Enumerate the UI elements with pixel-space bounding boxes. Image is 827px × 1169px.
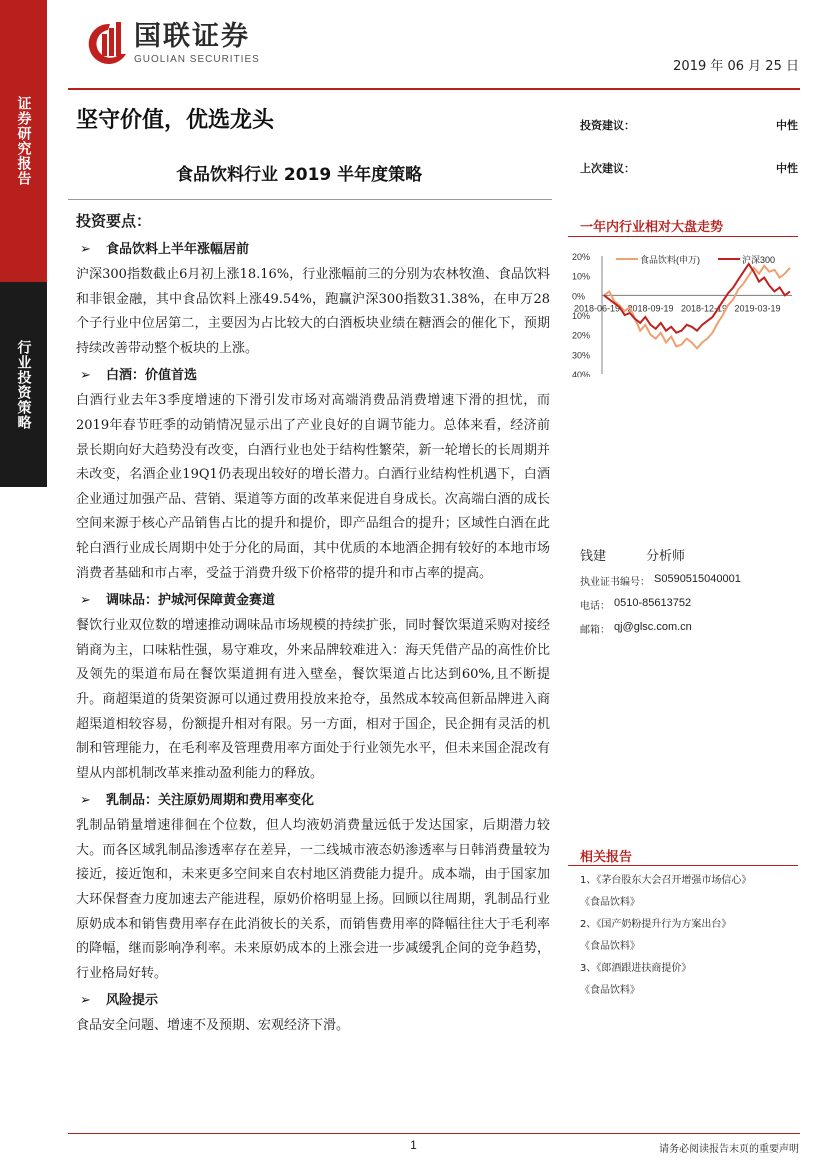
title-divider bbox=[68, 199, 552, 200]
report-subtitle: 食品饮料行业 2019 半年度策略 bbox=[176, 165, 423, 185]
related-report-title[interactable]: 3、《郎酒跟进扶商提价》 bbox=[580, 963, 692, 974]
related-report-title[interactable]: 2、《国产奶粉提升行为方案出台》 bbox=[580, 919, 732, 930]
report-date: 2019 年 06 月 25 日 bbox=[673, 59, 799, 74]
rating-previous-value: 中性 bbox=[776, 162, 798, 175]
section-title: 调味品：护城河保障黄金赛道 bbox=[106, 593, 276, 609]
email-address[interactable]: qj@glsc.com.cn bbox=[614, 621, 692, 633]
section-paragraph: 餐饮行业双位数的增速推动调味品市场规模的持续扩张，同时餐饮渠道采购对接经销商为主，口味粘性强，易守难攻，外来品牌较难进入：海天凭借产品的高性价比及领先的渠道布局在餐饮渠道拥有进入壁垒，餐饮渠道占比达到60%,且不断提升。商超渠道的货架资源可以通过费用投放来抢夺，虽然成本较高但新品牌进入商超渠道相较容易，份额提升相对有限。另一方面，相对于国企，民企拥有灵活的机制和管理能力，在毛利率及管理费用率方面处于行业领先水平，但未来国企混改有望从内部机制改革来推动盈利能力的释放。 bbox=[76, 618, 550, 781]
header-divider bbox=[68, 88, 800, 90]
chart-heading: 一年内行业相对大盘走势 bbox=[580, 220, 724, 235]
rating-current-value: 中性 bbox=[776, 119, 798, 132]
section-paragraph: 乳制品销量增速徘徊在个位数，但人均液奶消费量远低于发达国家，后期潜力较大。而各区域乳制品渗透率存在差异，一二线城市液态奶渗透率与日韩消费量较为接近，接近饱和，未来更多空间来自农村地区消费能力提升。成本端，由于国家加大环保督查力度加速去产能进程，原奶价格明显上扬。回顾以往周期，乳制品行业原奶成本和销售费用率存在此消彼长的关系，而销售费用率的降幅往往大于毛利率的降幅，继而影响净利率。未来原奶成本的上涨会进一步减缓乳企间的竞争趋势，行业格局好转。 bbox=[76, 818, 550, 981]
phone-number: 0510-85613752 bbox=[614, 597, 692, 609]
company-logo bbox=[82, 18, 260, 68]
license-label: 执业证书编号： bbox=[580, 577, 650, 588]
section-title: 乳制品：关注原奶周期和费用率变化 bbox=[106, 793, 315, 809]
chart-heading-rule bbox=[568, 236, 798, 237]
bullet-arrow-icon: ➢ bbox=[80, 793, 91, 809]
footer-divider bbox=[68, 1133, 800, 1134]
email-label: 邮箱： bbox=[580, 625, 610, 636]
logo-en-text: GUOLIAN SECURITIES bbox=[134, 53, 260, 65]
sidebar-tab-industry-strategy: 行业投资策略 bbox=[0, 282, 47, 487]
section-title: 风险提示 bbox=[106, 993, 159, 1009]
logo-emblem-icon bbox=[82, 18, 128, 68]
x-tick-label: 2018-06-19 bbox=[574, 303, 621, 314]
x-tick-label: 2019-03-19 bbox=[734, 303, 781, 314]
section-heading bbox=[76, 988, 550, 1014]
section-paragraph: 沪深300指数截止6月初上涨18.16%，行业涨幅前三的分别为农林牧渔、食品饮料和非银金融，其中食品饮料上涨49.54%，跑赢沪深300指数31.38%，在申万28个子行业中位居第二，主要因为占比较大的白酒板块业绩在糖酒会的催化下，预期持续改善带动整个板块的上涨。 bbox=[76, 267, 550, 356]
section-title: 食品饮料上半年涨幅居前 bbox=[106, 242, 250, 257]
legend-label: 沪深300 bbox=[742, 255, 776, 265]
related-heading: 相关报告 bbox=[580, 850, 633, 865]
x-tick-label: 2018-12-19 bbox=[681, 303, 728, 314]
y-tick-label: 30% bbox=[572, 350, 591, 361]
legend-label: 食品饮料(申万) bbox=[640, 255, 700, 265]
related-report-category: 《食品饮料》 bbox=[580, 941, 640, 952]
section-heading bbox=[76, 788, 550, 814]
section-title: 白酒：价值首选 bbox=[106, 368, 198, 384]
report-title: 坚守价值，优选龙头 bbox=[76, 108, 275, 133]
related-report-category: 《食品饮料》 bbox=[580, 897, 640, 908]
phone-label: 电话： bbox=[580, 601, 610, 612]
section-paragraph: 食品安全问题、增速不及预期、宏观经济下滑。 bbox=[76, 1018, 350, 1034]
section-heading bbox=[76, 237, 550, 263]
analyst-title: 分析师 bbox=[646, 549, 686, 564]
related-heading-rule bbox=[568, 865, 798, 866]
page-number: 1 bbox=[410, 1138, 417, 1152]
section-heading bbox=[76, 363, 550, 389]
rating-current-label: 投资建议： bbox=[580, 119, 635, 132]
investment-highlights bbox=[76, 210, 550, 1039]
y-tick-label: 40% bbox=[572, 370, 591, 377]
y-tick-label: 10% bbox=[572, 271, 591, 282]
related-report-title[interactable]: 1、《茅台股东大会召开增强市场信心》 bbox=[580, 875, 752, 886]
highlights-heading: 投资要点： bbox=[76, 212, 152, 230]
related-report-category: 《食品饮料》 bbox=[580, 985, 640, 996]
y-tick-label: 20% bbox=[572, 252, 591, 262]
bullet-arrow-icon: ➢ bbox=[80, 593, 91, 609]
related-reports-list bbox=[580, 870, 805, 1002]
bullet-arrow-icon: ➢ bbox=[80, 242, 91, 257]
bullet-arrow-icon: ➢ bbox=[80, 993, 91, 1009]
rating-current bbox=[580, 117, 798, 133]
rating-previous-label: 上次建议： bbox=[580, 162, 635, 175]
rating-previous bbox=[580, 160, 798, 176]
y-tick-label: 10% bbox=[572, 311, 591, 321]
logo-cn-text: 国联证券 bbox=[134, 20, 250, 52]
y-tick-label: 20% bbox=[572, 330, 591, 341]
license-number: S0590515040001 bbox=[654, 573, 741, 585]
section-heading bbox=[76, 588, 550, 614]
bullet-arrow-icon: ➢ bbox=[80, 368, 91, 384]
x-tick-label: 2018-09-19 bbox=[627, 303, 674, 314]
relative-performance-chart bbox=[568, 242, 798, 377]
analyst-info bbox=[580, 545, 800, 636]
sidebar-tab-research-report: 证券研究报告 bbox=[0, 0, 47, 282]
series-line bbox=[604, 264, 790, 333]
analyst-name: 钱建 bbox=[580, 549, 607, 564]
y-tick-label: 0% bbox=[572, 291, 586, 302]
section-paragraph: 白酒行业去年3季度增速的下滑引发市场对高端消费品消费增速下滑的担忧，而2019年春节旺季的动销情况显示出了产业良好的自调节能力。总体来看，经济前景长期向好大趋势没有改变，白酒行业也处于结构性繁荣，新一轮增长的长周期并未改变，名酒企业19Q1仍表现出较好的增长潜力。白酒行业结构性机遇下，白酒企业通过加强产品、营销、渠道等方面的改革来促进自身成长。次高端白酒的成长空间来源于核心产品销售占比的提升和提价，即产品组合的提升；区域性白酒在此轮白酒行业成长周期中处于分化的局面，其中优质的本地酒企拥有较好的本地市场消费者基础和市占率，受益于消费升级下价格带的提升和市占率的提高。 bbox=[76, 393, 550, 581]
disclaimer-note: 请务必阅读报告末页的重要声明 bbox=[659, 1144, 799, 1155]
